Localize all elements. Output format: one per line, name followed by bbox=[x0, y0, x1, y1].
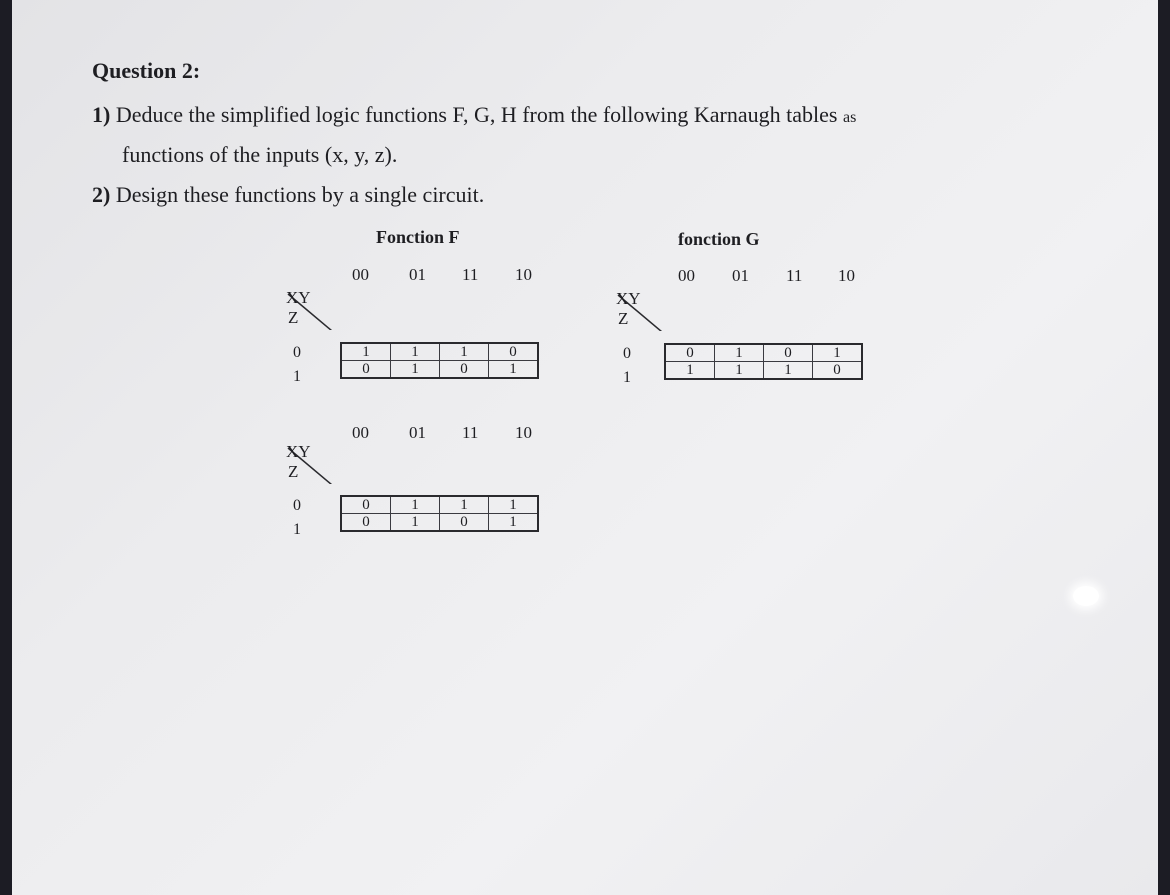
kmap-h-corner-z: Z bbox=[288, 462, 299, 481]
kmap-g-cell: 1 bbox=[715, 344, 764, 362]
kmap-g-row-label-1: 1 bbox=[623, 369, 631, 386]
light-glare bbox=[1073, 586, 1099, 606]
kmap-g-col-0: 00 bbox=[678, 266, 695, 285]
kmap-g-grid bbox=[664, 343, 863, 380]
kmap-f-title: Fonction F bbox=[376, 227, 460, 247]
kmap-g-cell: 1 bbox=[764, 362, 813, 380]
kmap-f-corner-xy: XY bbox=[286, 288, 311, 307]
kmap-f-cell: 0 bbox=[489, 343, 539, 361]
kmap-h-col-1: 01 bbox=[409, 423, 426, 442]
kmap-h-cell: 1 bbox=[440, 496, 489, 514]
kmap-f-cell: 1 bbox=[341, 343, 391, 361]
kmap-g-title: fonction G bbox=[678, 229, 760, 249]
kmap-g-row-label-0: 0 bbox=[623, 345, 631, 362]
kmap-h-cell: 1 bbox=[489, 514, 539, 532]
item-1-number: 1) bbox=[92, 102, 111, 127]
question-title: Question 2: bbox=[92, 58, 201, 83]
kmap-g-corner bbox=[616, 289, 676, 329]
question-item-1 bbox=[92, 102, 856, 128]
kmap-g-cell: 0 bbox=[665, 344, 715, 362]
kmap-h-cell: 0 bbox=[341, 496, 391, 514]
kmap-g-cell: 0 bbox=[813, 362, 863, 380]
kmap-f-row-0 bbox=[341, 343, 538, 361]
kmap-h-cell: 0 bbox=[440, 514, 489, 532]
kmap-h-row-1 bbox=[341, 514, 538, 532]
kmap-f-cell: 1 bbox=[440, 343, 489, 361]
kmap-h-col-3: 10 bbox=[515, 423, 532, 442]
kmap-g-col-1: 01 bbox=[732, 266, 749, 285]
kmap-g-cell: 1 bbox=[665, 362, 715, 380]
kmap-h-row-label-0: 0 bbox=[293, 497, 301, 514]
kmap-f-cell: 1 bbox=[489, 361, 539, 379]
item-1-continuation: functions of the inputs (x, y, z). bbox=[122, 142, 398, 167]
kmap-f-cell: 0 bbox=[440, 361, 489, 379]
item-1-text: Deduce the simplified logic functions F, G, H from the following Karnaugh tables bbox=[115, 102, 838, 127]
kmap-g-col-3: 10 bbox=[838, 266, 855, 285]
kmap-g-row-0 bbox=[665, 344, 862, 362]
kmap-f-col-1: 01 bbox=[409, 265, 426, 284]
kmap-f-corner-z: Z bbox=[288, 308, 299, 327]
kmap-h-row-label-1: 1 bbox=[293, 521, 301, 538]
kmap-f-corner bbox=[286, 288, 346, 328]
kmap-f-cell: 0 bbox=[341, 361, 391, 379]
kmap-h-grid bbox=[340, 495, 539, 532]
kmap-h-cell: 1 bbox=[489, 496, 539, 514]
kmap-g-cell: 1 bbox=[715, 362, 764, 380]
item-2-text: Design these functions by a single circuit. bbox=[115, 182, 485, 207]
question-item-2 bbox=[92, 182, 484, 208]
kmap-h-corner bbox=[286, 442, 346, 482]
item-2-number: 2) bbox=[92, 182, 111, 207]
kmap-g-corner-xy: XY bbox=[616, 289, 641, 308]
kmap-g-col-2: 11 bbox=[786, 266, 803, 285]
kmap-g-cell: 0 bbox=[764, 344, 813, 362]
kmap-h-cell: 1 bbox=[391, 514, 440, 532]
kmap-g-row-1 bbox=[665, 362, 862, 380]
kmap-h-corner-xy: XY bbox=[286, 442, 311, 461]
kmap-f-row-label-0: 0 bbox=[293, 344, 301, 361]
kmap-f-row-label-1: 1 bbox=[293, 368, 301, 385]
kmap-f-row-1 bbox=[341, 361, 538, 379]
kmap-f-col-3: 10 bbox=[515, 265, 532, 284]
kmap-h-cell: 0 bbox=[341, 514, 391, 532]
paper-sheet bbox=[12, 0, 1158, 895]
kmap-h-col-2: 11 bbox=[462, 423, 479, 442]
kmap-g-corner-z: Z bbox=[618, 309, 629, 328]
kmap-h-cell: 1 bbox=[391, 496, 440, 514]
kmap-g-cell: 1 bbox=[813, 344, 863, 362]
item-1-as: as bbox=[842, 109, 857, 126]
kmap-f-col-2: 11 bbox=[462, 265, 479, 284]
kmap-h-row-0 bbox=[341, 496, 538, 514]
kmap-f-col-0: 00 bbox=[352, 265, 369, 284]
kmap-f-grid bbox=[340, 342, 539, 379]
kmap-f-cell: 1 bbox=[391, 343, 440, 361]
kmap-f-cell: 1 bbox=[391, 361, 440, 379]
kmap-h-col-0: 00 bbox=[352, 423, 369, 442]
